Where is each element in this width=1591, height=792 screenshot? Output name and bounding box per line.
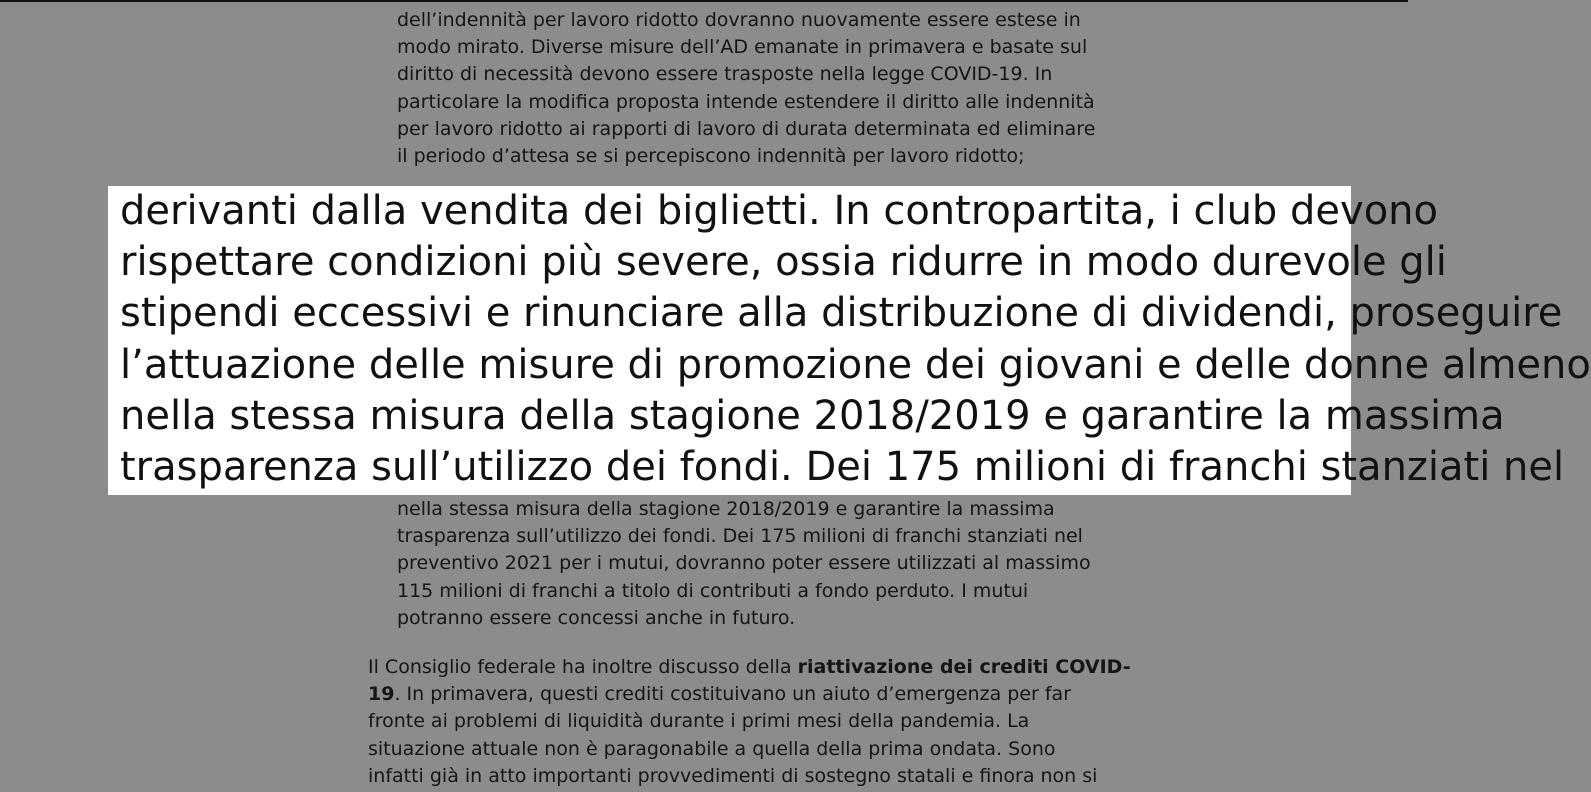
paragraph-top (397, 7, 1096, 170)
text-line: potranno essere concessi anche in futuro. (397, 606, 796, 629)
magnified-line: nella stessa misura della stagione 2018/2019 e garantire la massima (120, 392, 1505, 439)
text-line: dell’indennità per lavoro ridotto dovranno nuovamente essere estese in (397, 9, 1081, 31)
magnified-line: trasparenza sull’utilizzo dei fondi. Dei 175 milioni di franchi stanziati nel (120, 444, 1565, 491)
top-border (0, 0, 1408, 2)
text-line: diritto di necessità devono essere trasposte nella legge COVID-19. In (397, 63, 1053, 86)
text-line: infatti già in atto importanti provvedimenti di sostegno statali e finora non si (368, 764, 1098, 787)
text-line: situazione attuale non è paragonabile a quella della prima ondata. Sono (368, 737, 1056, 760)
text-line (368, 654, 1131, 681)
emphasis-text: 19 (368, 683, 395, 706)
text-run: Il Consiglio federale ha inoltre discusso della (368, 656, 798, 678)
magnified-line: l’attuazione delle misure di promozione dei giovani e delle donne almeno (120, 341, 1591, 388)
text-line: il periodo d’attesa se si percepiscono indennità per lavoro ridotto; (397, 145, 1025, 168)
paragraph-bottom (368, 654, 1131, 790)
magnified-line: rispettare condizioni più severe, ossia ridurre in modo durevole gli (120, 239, 1447, 286)
magnifier-overlay (108, 186, 1591, 495)
paragraph-middle (397, 496, 1091, 632)
text-line (368, 681, 1072, 708)
text-line: modo mirato. Diverse misure dell’AD emanate in primavera e basate sul (397, 36, 1088, 59)
text-line: preventivo 2021 per i mutui, dovranno poter essere utilizzati al massimo (397, 552, 1091, 575)
text-run: . In primavera, questi crediti costituivano un aiuto d’emergenza per far (394, 683, 1072, 706)
magnified-line: stipendi eccessivi e rinunciare alla distribuzione di dividendi, proseguire (120, 290, 1563, 337)
text-line: trasparenza sull’utilizzo dei fondi. Dei 175 milioni di franchi stanziati nel (397, 525, 1083, 548)
text-line: per lavoro ridotto ai rapporti di lavoro di durata determinata ed eliminare (397, 117, 1096, 140)
text-line: 115 milioni di franchi a titolo di contributi a fondo perduto. I mutui (397, 579, 1029, 602)
magnified-text (120, 186, 1591, 493)
text-line: particolare la modifica proposta intende estendere il diritto alle indennità (397, 90, 1095, 113)
magnified-line: derivanti dalla vendita dei biglietti. In contropartita, i club devono (120, 188, 1439, 234)
text-line: fronte ai problemi di liquidità durante i primi mesi della pandemia. La (368, 710, 1030, 733)
text-line: nella stessa misura della stagione 2018/2019 e garantire la massima (397, 498, 1055, 520)
emphasis-text: riattivazione dei crediti COVID- (797, 656, 1131, 678)
